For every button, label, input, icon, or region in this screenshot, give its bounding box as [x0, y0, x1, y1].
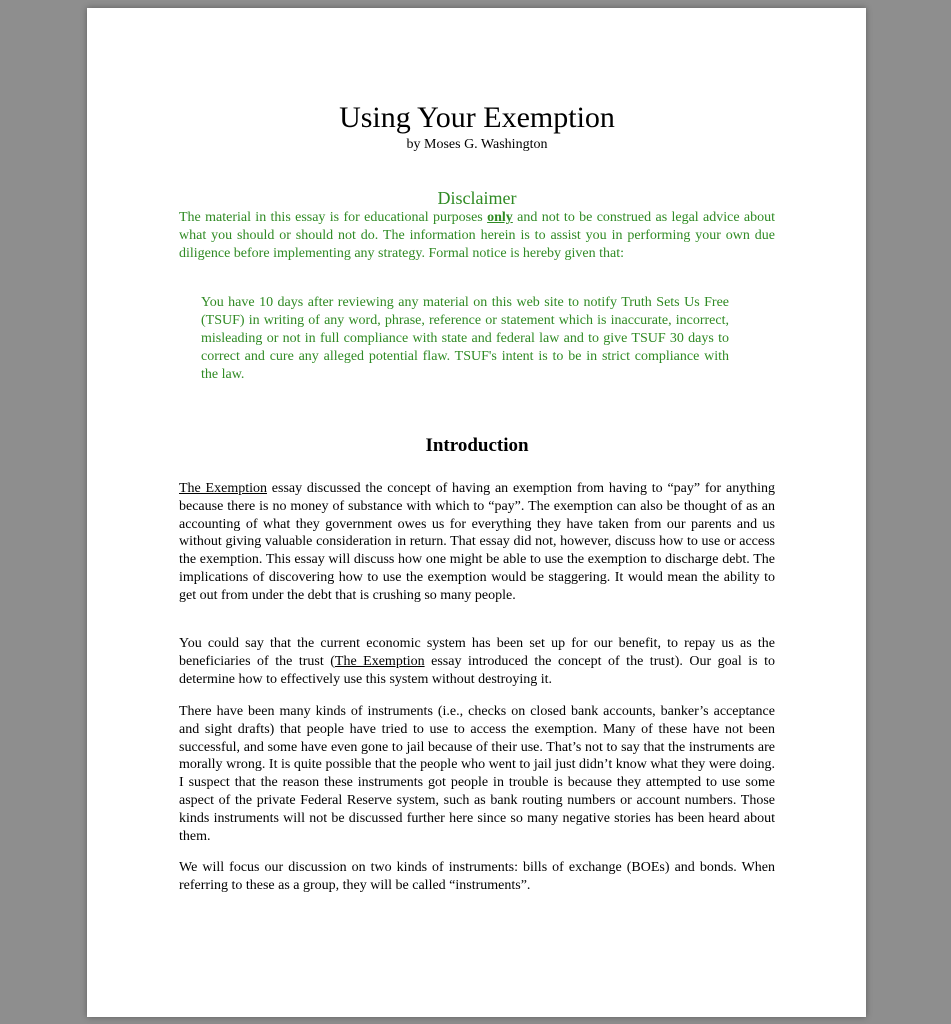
document-title: Using Your Exemption: [339, 101, 615, 134]
disclaimer-text-part1: The material in this essay is for educational purposes: [179, 210, 488, 225]
disclaimer-text: [179, 209, 775, 263]
intro-paragraph-2-before: You could say that the current economic system has been set up for our benefit, to repay us as the beneficiaries of the trust (: [179, 636, 775, 669]
disclaimer-heading: Disclaimer: [437, 188, 517, 208]
intro-paragraph-4: We will focus our discussion on two kinds of instruments: bills of exchange (BOEs) and bonds. When referring to these as a group, they will be called “instruments”.: [179, 860, 775, 893]
disclaimer-text-part2: and not to be construed as legal advice about what you should or should not do. The information herein is to assist you in performing your own due diligence before implementing any strategy. Formal notice is hereby given that:: [179, 210, 776, 261]
document-page: [87, 8, 866, 1017]
intro-paragraph-2-after: essay introduced the concept of the trust). Our goal is to determine how to effectively use this system without destroying it.: [179, 653, 776, 687]
intro-paragraph-1-text: essay discussed the concept of having an exemption from having to “pay” for anything because there is no money of substance with which to “pay”. The exemption can also be thought of as an accounting of what they government owes us for everything they have taken from our parents and us without giving valuable consideration in return. That essay did not, however, discuss how to use or access the exemption. This essay will discuss how one might be able to use the exemption to discharge debt. The implications of discovering how to use the exemption would be staggering. It would mean the ability to get out from under the debt that is crushing so many people.: [179, 481, 775, 603]
intro-paragraph-2: [179, 635, 775, 688]
formal-notice: You have 10 days after reviewing any material on this web site to notify Truth Sets Us Free (TSUF) in writing of any word, phrase, reference or statement which is inaccurate, incorrect, misleading or not in full compliance with state and federal law and to give TSUF 30 days to correct and cure any alleged potential flaw. TSUF's intent is to be in strict compliance with the law.: [201, 295, 729, 382]
document-byline: by Moses G. Washington: [406, 137, 548, 152]
disclaimer-emphasis: only: [487, 210, 513, 225]
exemption-essay-link[interactable]: The Exemption: [179, 481, 267, 496]
exemption-essay-link-2[interactable]: The Exemption: [334, 653, 425, 669]
introduction-heading: Introduction: [425, 435, 529, 456]
intro-paragraph-3: There have been many kinds of instruments (i.e., checks on closed bank accounts, banker’s acceptance and sight drafts) that people have tried to use to access the exemption. Many of these have not been successful, and some have even gone to jail because of their use. That’s not to say that the instruments are morally wrong. It is quite possible that the people who went to jail just didn’t know what they were doing. I suspect that the reason these instruments got people in trouble is because they attempted to use some aspect of the private Federal Reserve system, such as bank routing numbers or account numbers. Those kinds instruments will not be discussed further here since so many negative stories has been heard about them.: [179, 704, 775, 844]
intro-paragraph-1: [179, 480, 775, 605]
